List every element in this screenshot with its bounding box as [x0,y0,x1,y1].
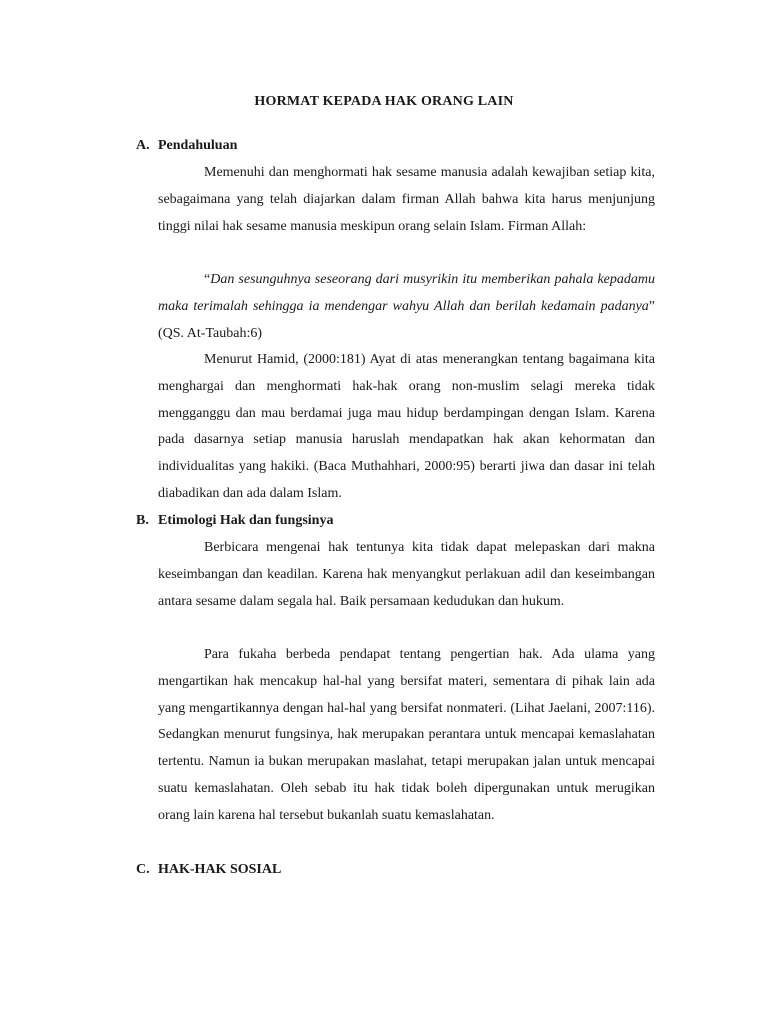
section-b-title: Etimologi Hak dan fungsinya [158,513,334,528]
section-b-heading [136,513,333,529]
section-b-paragraph-1-text: Berbicara mengenai hak tentunya kita tidak dapat melepaskan dari makna keseimbangan dan keadilan. Karena hak menyangkut perlakuan adil dan keseimbangan antara sesame dalam segala hal. Baik persamaan kedudukan dan hukum. [158,540,655,609]
section-c-title: HAK-HAK SOSIAL [158,862,282,877]
section-b-paragraph-2-text: Para fukaha berbeda pendapat tentang pengertian hak. Ada ulama yang mengartikan hak mencakup hal-hal yang bersifat materi, sementara di pihak lain ada yang mengartikannya dengan hal-hal yang bersifat nonmateri. (Lihat Jaelani, 2007:116). Sedangkan menurut fungsinya, hak merupakan perantara untuk mencapai kemaslahatan tertentu. Namun ia bukan merupakan maslahat, tetapi merupakan jalan untuk mencapai suatu kemaslahatan. Oleh sebab itu hak tidak boleh dipergunakan untuk merugikan orang lain karena hal tersebut bukanlah suatu kemaslahatan. [158,647,655,823]
section-a-paragraph-2-text: Menurut Hamid, (2000:181) Ayat di atas menerangkan tentang bagaimana kita menghargai dan menghormati hak-hak orang non-muslim selagi mereka tidak mengganggu dan mau berdamai juga mau hidup berdampingan dengan Islam. Karena pada dasarnya setiap manusia haruslah mendapatkan hak akan kehormatan dan individualitas yang hakiki. (Baca Muthahhari, 2000:95) berarti jiwa dan dasar ini telah diabadikan dan ada dalam Islam. [158,352,655,501]
section-b-letter: B. [136,513,149,528]
section-b-paragraph-1 [158,535,655,615]
section-a-paragraph-2 [158,347,655,508]
section-a-title: Pendahuluan [158,138,238,153]
section-a-paragraph-1 [158,160,655,240]
quote-text: Dan sesunguhnya seseorang dari musyrikin itu memberikan pahala kepadamu maka terimalah sehingga ia mendengar wahyu Allah dan berilah kedamain padanya [158,272,655,314]
quote-citation: ” (QS. At-Taubah:6) [158,298,655,341]
section-c-letter: C. [136,862,150,877]
quote-open-mark: “ [204,272,211,287]
section-a-quote [158,267,655,347]
section-b-paragraph-2 [158,642,655,830]
section-a-heading [136,138,237,154]
section-c-heading [136,862,281,878]
section-a-letter: A. [136,138,150,153]
document-title: HORMAT KEPADA HAK ORANG LAIN [254,94,514,109]
section-a-paragraph-1-text: Memenuhi dan menghormati hak sesame manusia adalah kewajiban setiap kita, sebagaimana yang telah diajarkan dalam firman Allah bahwa kita harus menjunjung tinggi nilai hak sesame manusia meskipun orang selain Islam. Firman Allah: [158,165,655,234]
